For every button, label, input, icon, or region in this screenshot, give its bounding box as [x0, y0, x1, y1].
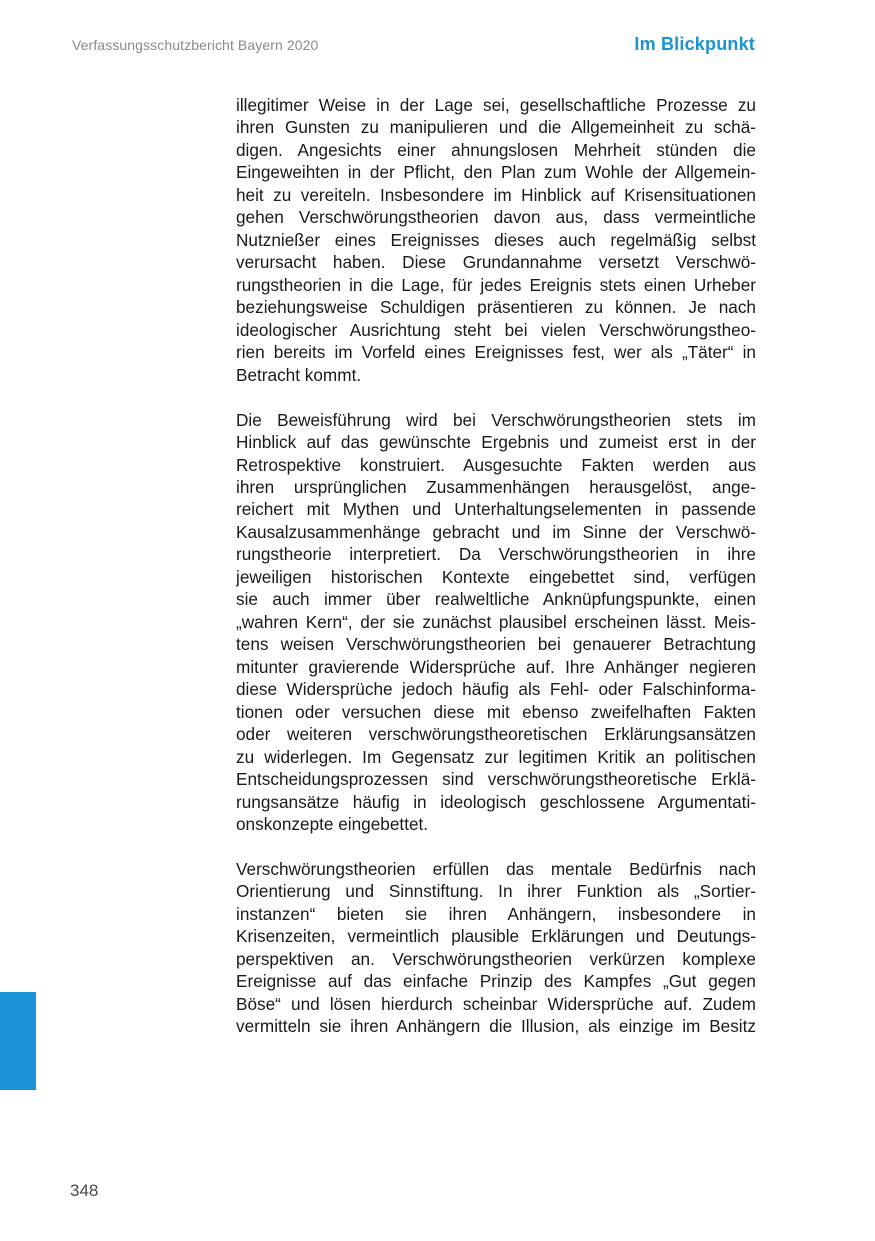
text-line: onskonzepte eingebettet. — [236, 814, 429, 834]
text-line: beziehungsweise Schuldigen präsentieren zu können. Je nach — [236, 297, 756, 318]
page-number: 348 — [70, 1181, 99, 1200]
text-line: „wahren Kern“, der sie zunächst plausibel erscheinen lässt. Meis- — [236, 611, 756, 632]
text-line: digen. Angesichts einer ahnungslosen Mehrheit stünden die — [236, 139, 756, 160]
text-line: oder weiteren verschwörungstheoretischen Erklärungsansätzen — [236, 724, 756, 745]
text-line: verursacht haben. Diese Grundannahme versetzt Verschwö- — [236, 252, 756, 273]
text-line: tionen oder versuchen diese mit ebenso zweifelhaften Fakten — [236, 701, 756, 722]
text-line: Kausalzusammenhänge gebracht und im Sinne der Verschwö- — [236, 521, 756, 542]
paragraph — [236, 409, 756, 836]
text-line: Böse“ und lösen hierdurch scheinbar Widersprüche auf. Zudem — [236, 993, 756, 1014]
text-line: perspektiven an. Verschwörungstheorien verkürzen komplexe — [236, 948, 756, 969]
paragraph — [236, 858, 756, 1038]
paragraph — [236, 94, 756, 386]
paragraph-gap — [236, 386, 756, 408]
running-header: Verfassungsschutzbericht Bayern 2020 — [72, 37, 319, 53]
text-line: tens weisen Verschwörungstheorien bei genauerer Betrachtung — [236, 634, 756, 655]
text-line: Entscheidungsprozessen sind verschwörungstheoretische Erklä- — [236, 769, 756, 790]
text-line: heit zu vereiteln. Insbesondere im Hinblick auf Krisensituationen — [236, 184, 756, 205]
text-line: sie auch immer über realweltliche Anknüpfungspunkte, einen — [236, 589, 756, 610]
text-line: Die Beweisführung wird bei Verschwörungstheorien stets im — [236, 409, 756, 430]
text-line: ihren ursprünglichen Zusammenhängen herausgelöst, ange- — [236, 476, 756, 497]
text-line: gehen Verschwörungstheorien davon aus, dass vermeintliche — [236, 207, 756, 228]
text-line: Hinblick auf das gewünschte Ergebnis und zumeist erst in der — [236, 432, 756, 453]
text-line: Orientierung und Sinnstiftung. In ihrer Funktion als „Sortier- — [236, 881, 756, 902]
text-line: instanzen“ bieten sie ihren Anhängern, insbesondere in — [236, 903, 756, 924]
text-line: zu widerlegen. Im Gegensatz zur legitimen Kritik an politischen — [236, 746, 756, 767]
text-line: ideologischer Ausrichtung steht bei vielen Verschwörungstheo- — [236, 319, 756, 340]
text-line: reichert mit Mythen und Unterhaltungselementen in passende — [236, 499, 756, 520]
text-line: Nutznießer eines Ereignisses dieses auch regelmäßig selbst — [236, 229, 756, 250]
text-line: illegitimer Weise in der Lage sei, gesellschaftliche Prozesse zu — [236, 95, 756, 115]
text-line: Verschwörungstheorien erfüllen das mentale Bedürfnis nach — [236, 858, 756, 879]
paragraph-gap — [236, 835, 756, 857]
text-line: rungsansätze häufig in ideologisch geschlossene Argumentati- — [236, 791, 756, 812]
text-line: diese Widersprüche jedoch häufig als Fehl- oder Falschinforma- — [236, 679, 756, 700]
text-line: Retrospektive konstruiert. Ausgesuchte Fakten werden aus — [236, 454, 756, 475]
text-line: Ereignisse auf das einfache Prinzip des Kampfes „Gut gegen — [236, 971, 756, 992]
text-line: Krisenzeiten, vermeintlich plausible Erklärungen und Deutungs- — [236, 926, 756, 947]
body-text — [236, 94, 756, 1038]
text-line: rungstheorien in die Lage, für jedes Ereignis stets einen Urheber — [236, 274, 756, 295]
text-line: Betracht kommt. — [236, 364, 362, 385]
text-line: vermitteln sie ihren Anhängern die Illusion, als einzige im Besitz — [236, 1016, 756, 1037]
side-tab-marker — [0, 992, 36, 1090]
text-line: rien bereits im Vorfeld eines Ereignisses fest, wer als „Täter“ in — [236, 342, 756, 363]
text-line: rungstheorie interpretiert. Da Verschwörungstheorien in ihre — [236, 544, 756, 565]
section-title: Im Blickpunkt — [634, 34, 755, 54]
text-line: ihren Gunsten zu manipulieren und die Allgemeinheit zu schä- — [236, 117, 756, 138]
text-line: mitunter gravierende Widersprüche auf. Ihre Anhänger negieren — [236, 656, 756, 677]
text-line: jeweiligen historischen Kontexte eingebettet sind, verfügen — [236, 566, 756, 587]
text-line: Eingeweihten in der Pflicht, den Plan zum Wohle der Allgemein- — [236, 162, 756, 183]
